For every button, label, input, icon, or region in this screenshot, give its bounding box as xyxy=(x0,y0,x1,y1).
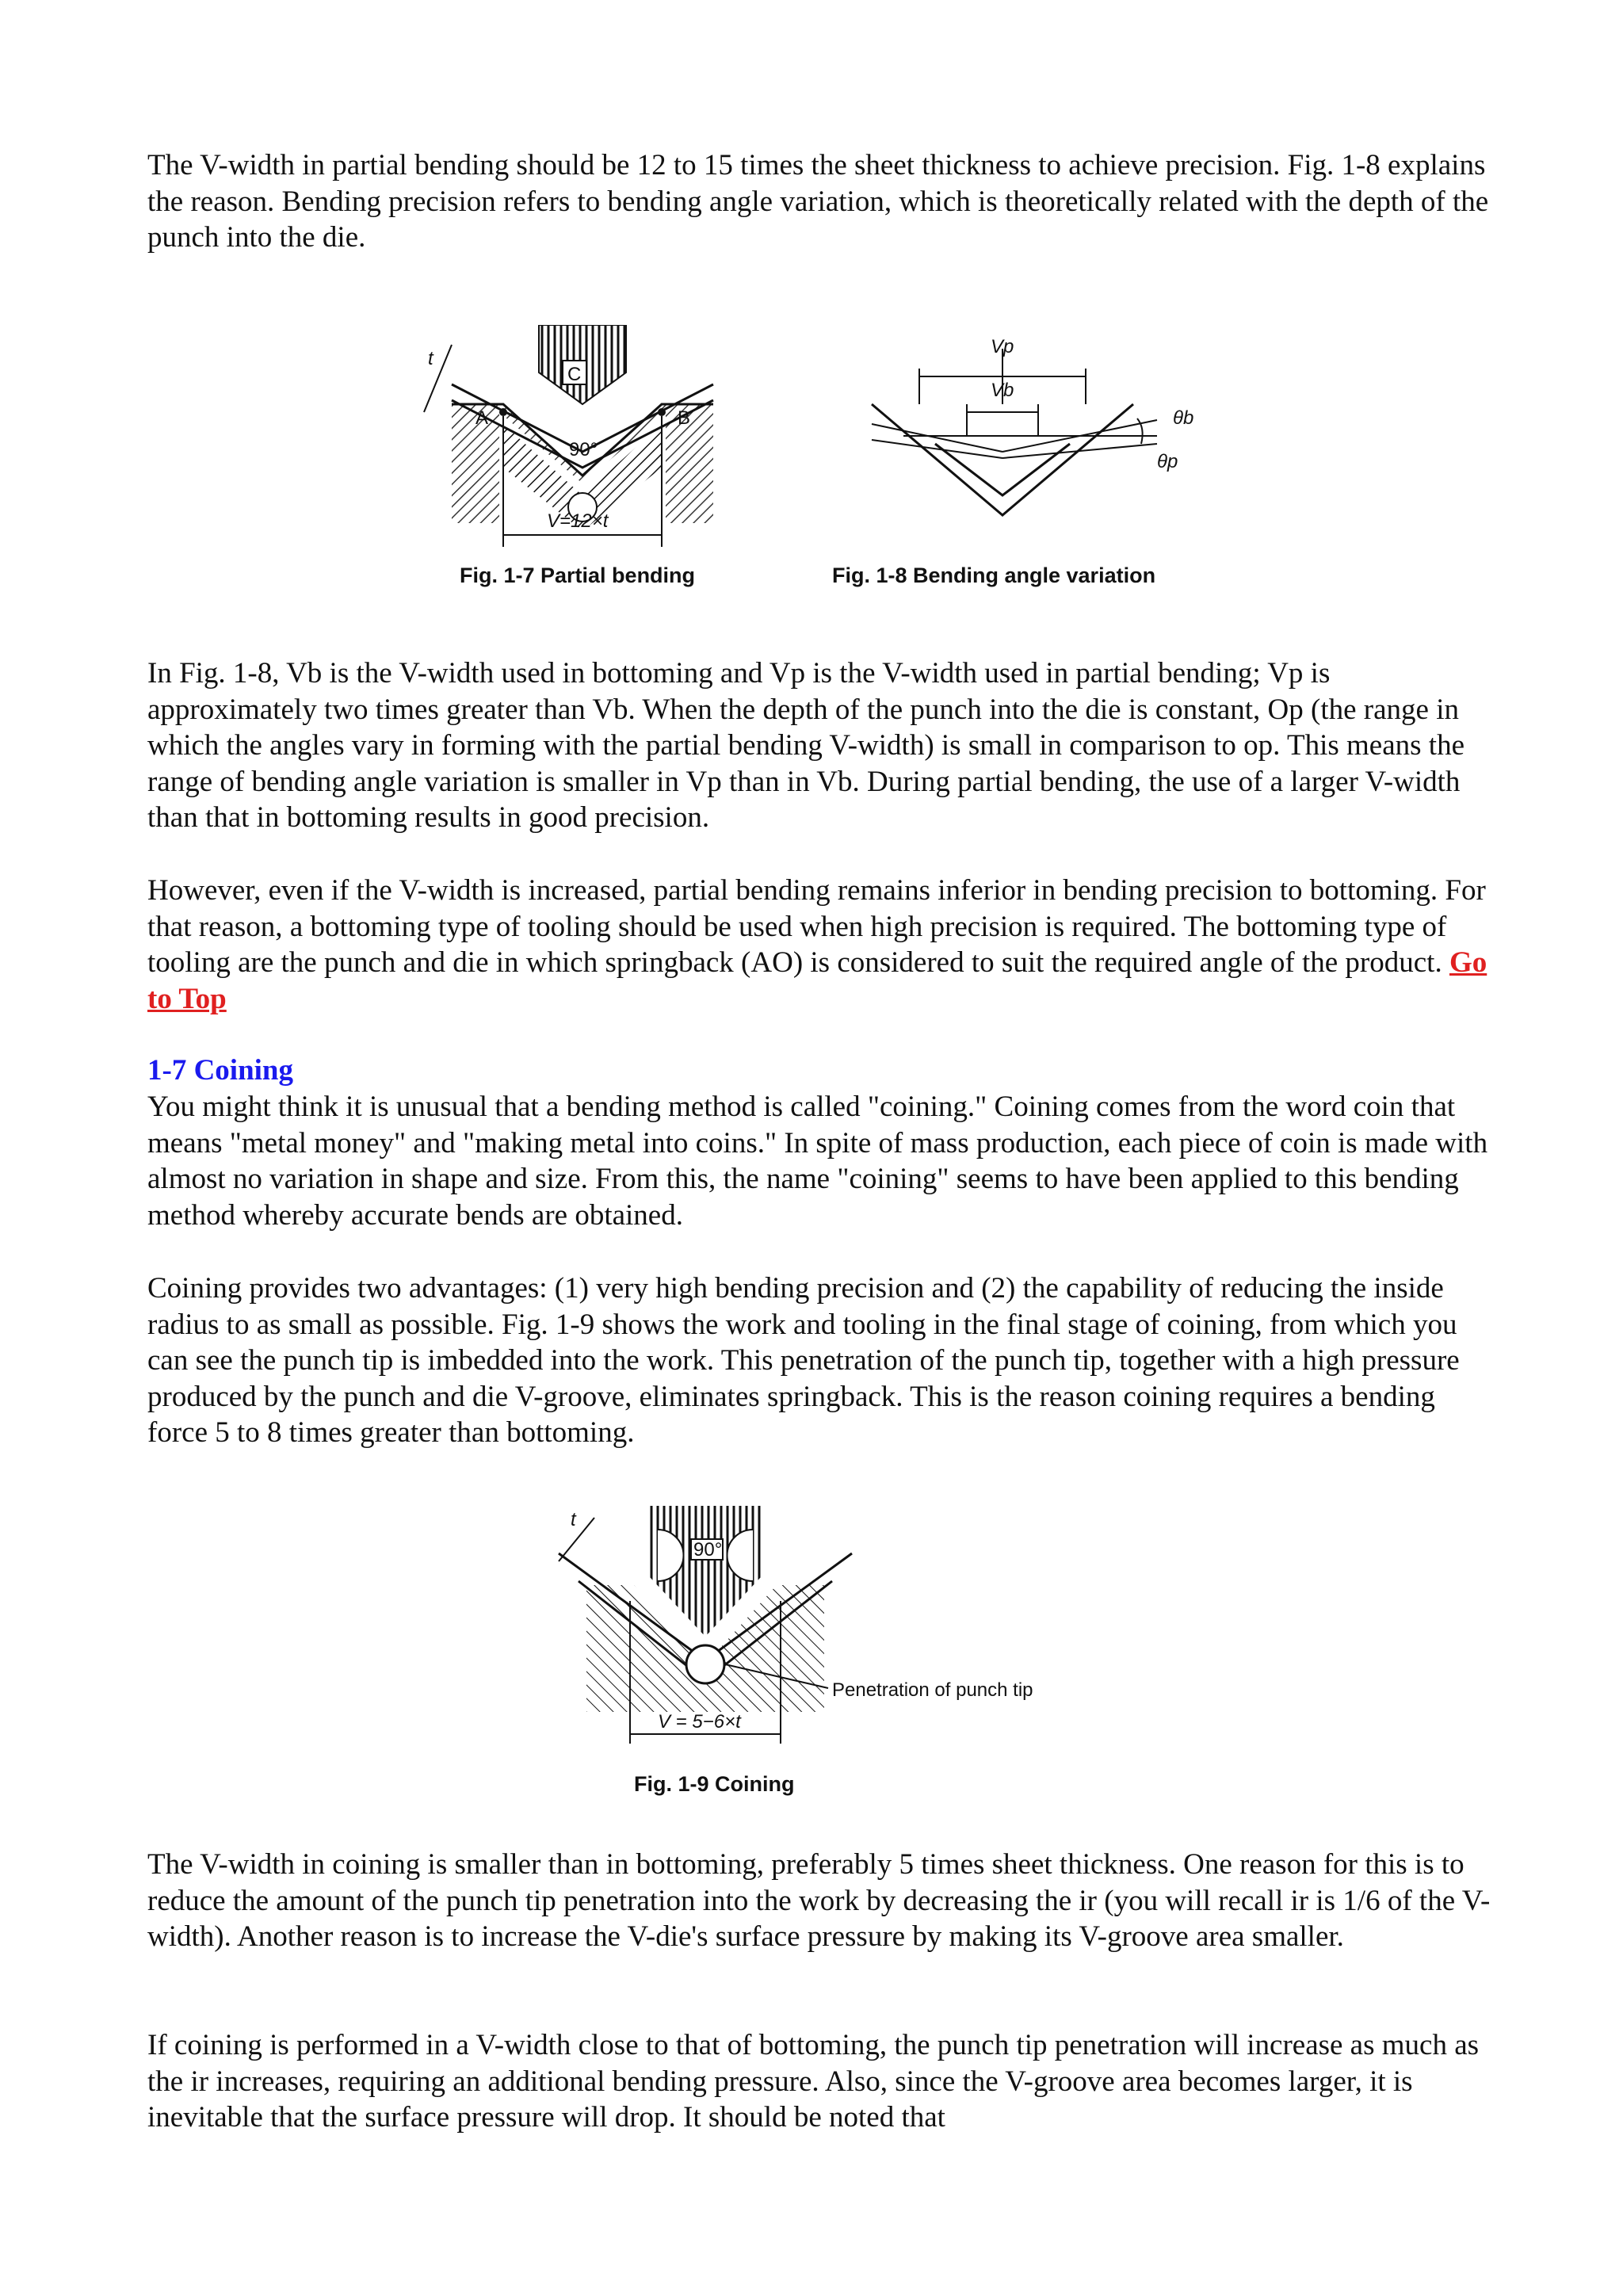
label-c: C xyxy=(567,364,582,385)
label-penetration: Penetration of punch tip xyxy=(832,1679,1033,1701)
label-b: B xyxy=(678,407,691,429)
paragraph-6: The V-width in coining is smaller than in bottoming, preferably 5 times sheet thickness. One reason for this is to reduce the amount of the punch tip penetration into the work by decreasing the ir (you will recall ir is 1/6 of the V-width). Another reason is to increase the V-die's surface pressure by making its V-groove area smaller. xyxy=(147,1848,1491,1953)
label-a: A xyxy=(475,407,489,429)
paragraph-5: Coining provides two advantages: (1) very high bending precision and (2) the capability of reducing the inside radius to as small as possible. Fig. 1-9 shows the work and tooling in the final stage of coining, from which you can see the punch tip is imbedded into the work. This penetration of the punch tip, together with a high pressure produced by the punch and die V-groove, eliminates springback. This is the reason coining requires a bending force 5 to 8 times greater than bottoming. xyxy=(147,1272,1460,1449)
paragraph-7: If coining is performed in a V-width close to that of bottoming, the punch tip penetration will increase as much as the ir increases, requiring an additional bending pressure. Also, since the V-groove area becomes larger, it is inevitable that the surface pressure will drop. It should be noted that xyxy=(147,2029,1480,2134)
figure-1-9 xyxy=(555,1506,1070,1807)
label-angle: 90° xyxy=(569,439,598,460)
paragraph-3-text: However, even if the V-width is increased, partial bending remains inferior in bending precision to bottoming. For that reason, a bottoming type of tooling should be used when high precision is required. The bottoming type of tooling are the punch and die in which springback (AO) is considered to suit the required angle of the product. xyxy=(147,874,1486,979)
figure-1-8 xyxy=(824,325,1236,594)
label-theta-b: θb xyxy=(1173,407,1194,429)
label-vb: Vb xyxy=(991,380,1014,401)
label-v: V=12×t xyxy=(547,510,609,532)
paragraph-1: The V-width in partial bending should be 12 to 15 times the sheet thickness to achieve precision. Fig. 1-8 explains the reason. Bending precision refers to bending angle variation, which is theoretically related with the depth of the punch into the die. xyxy=(147,149,1489,254)
figure-1-9-caption: Fig. 1-9 Coining xyxy=(634,1772,795,1796)
figure-1-8-caption: Fig. 1-8 Bending angle variation xyxy=(832,563,1156,587)
label-angle: 90° xyxy=(693,1539,723,1561)
go-to-top-link[interactable]: Go to Top xyxy=(147,946,1487,1015)
label-theta-p: θp xyxy=(1157,451,1178,472)
figure-1-7-caption: Fig. 1-7 Partial bending xyxy=(460,563,696,587)
paragraph-2: In Fig. 1-8, Vb is the V-width used in bottoming and Vp is the V-width used in partial bending; Vp is approximately two times greater than Vb. When the depth of the punch into the die is constant, Op (the range in which the angles vary in forming with the partial bending V-width) is small in comparison to op. This means the range of bending angle variation is smaller in Vp than in Vb. During partial bending, the use of a larger V-width than that in bottoming results in good precision. xyxy=(147,657,1465,834)
bending-angle-variation-diagram xyxy=(824,325,1236,594)
section-heading-coining: 1-7 Coining xyxy=(147,1054,294,1087)
label-t: t xyxy=(428,348,433,369)
partial-bending-diagram xyxy=(420,325,753,594)
label-t: t xyxy=(571,1509,576,1530)
paragraph-3 xyxy=(147,873,1495,1017)
figure-1-7 xyxy=(420,325,753,594)
label-vp: Vp xyxy=(991,336,1014,357)
paragraph-4: You might think it is unusual that a bending method is called "coining." Coining comes from the word coin that means "metal money" and "making metal into coins." In spite of mass production, each piece of coin is made with almost no variation in shape and size. From this, the name "coining" seems to have been applied to this bending method whereby accurate bends are obtained. xyxy=(147,1091,1488,1232)
coining-diagram xyxy=(555,1506,1070,1807)
label-v: V = 5−6×t xyxy=(658,1711,741,1733)
